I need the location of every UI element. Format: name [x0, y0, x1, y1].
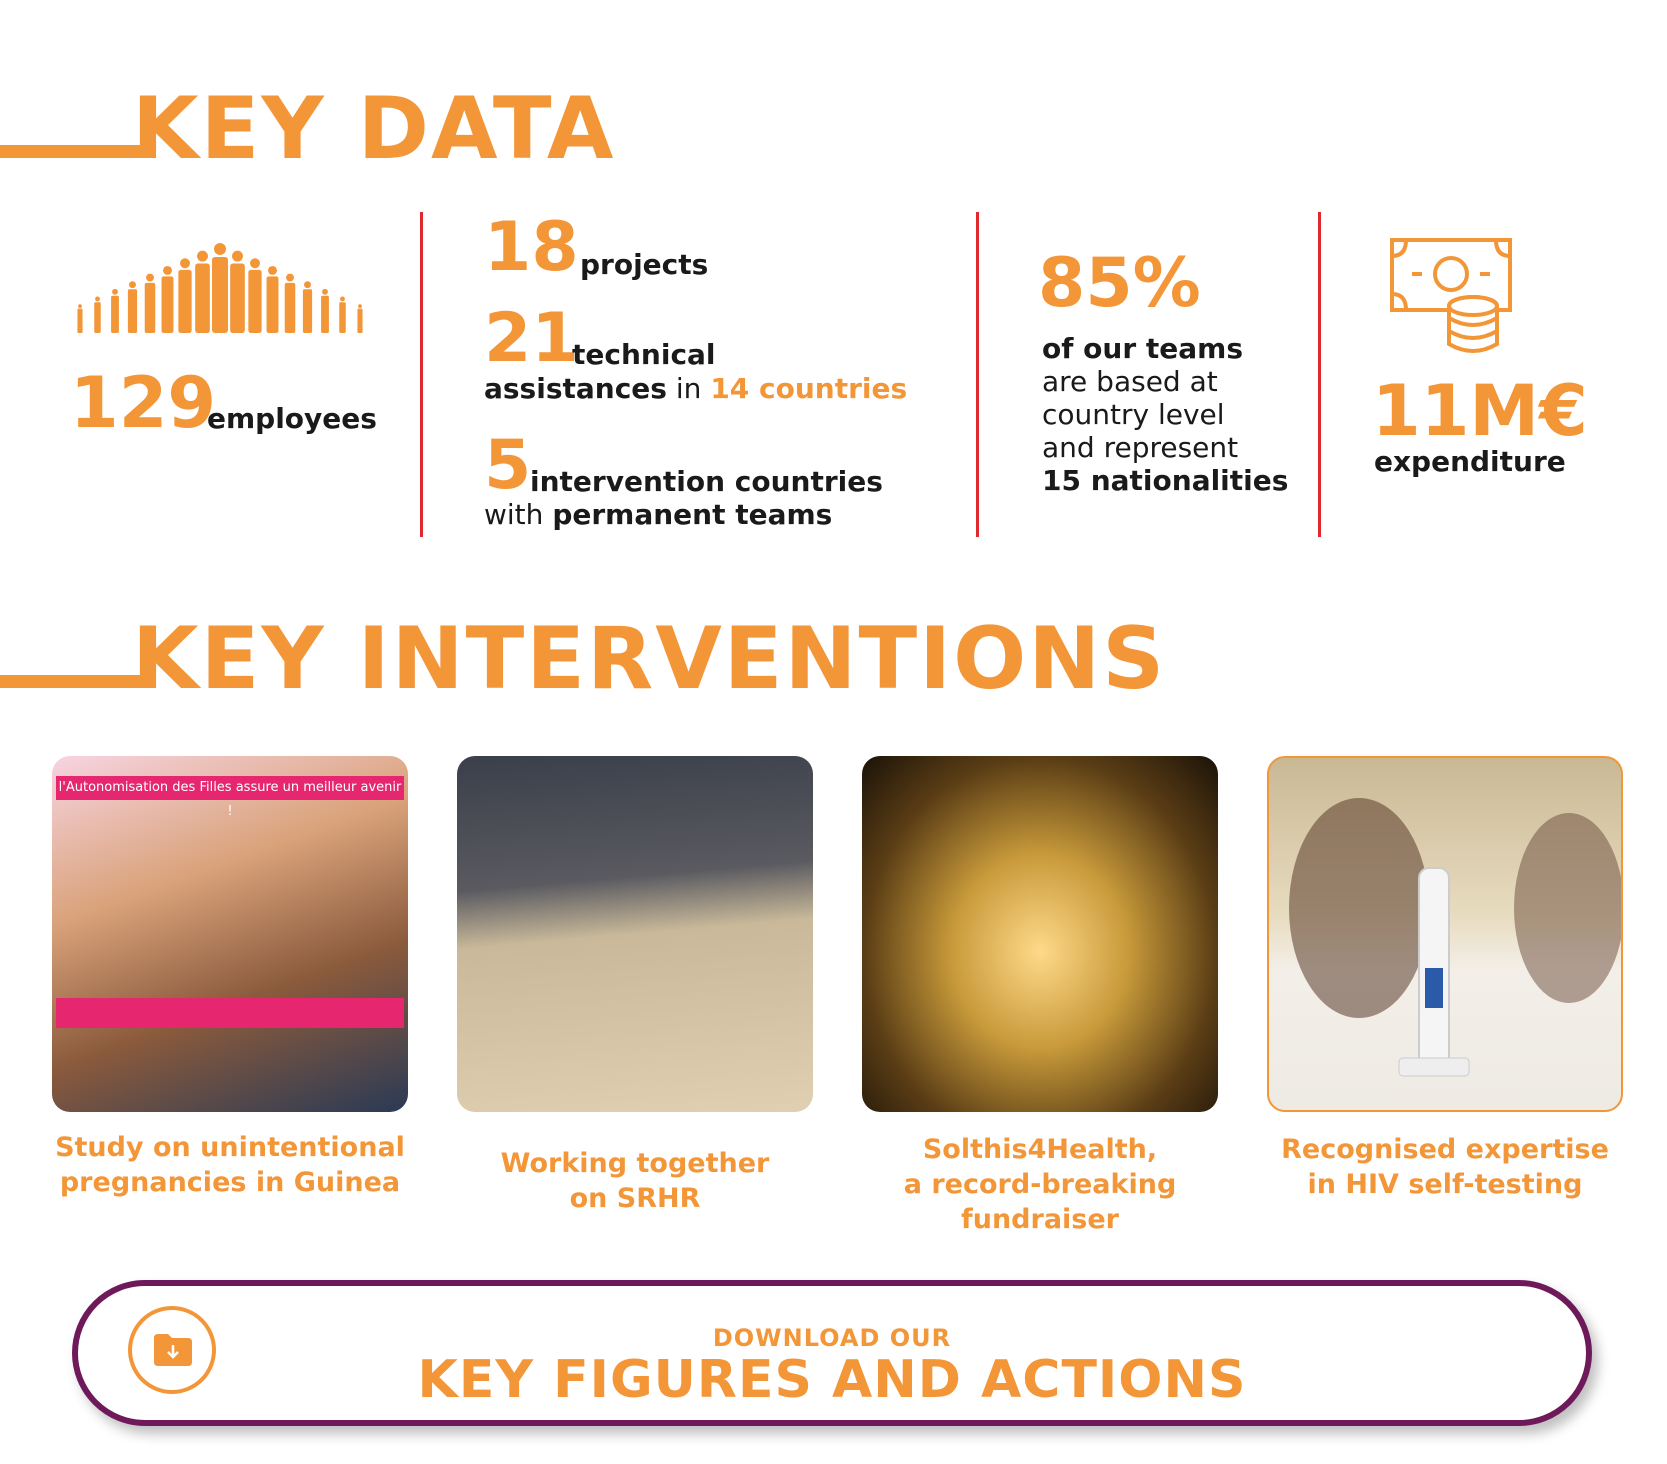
person-head: [197, 251, 208, 262]
person-body: [111, 296, 119, 333]
person-head: [286, 274, 294, 282]
person-head: [163, 266, 172, 275]
card-caption: [457, 1146, 813, 1216]
key-interventions-title: KEY INTERVENTIONS: [132, 609, 1167, 709]
guinea-study-photo: [52, 756, 408, 1112]
people-crowd-icon: [70, 238, 386, 338]
money-coins-icon: [1388, 236, 1514, 358]
person-body: [94, 302, 100, 333]
employees-number: 129: [70, 362, 217, 444]
teams-line: are based at: [1042, 365, 1218, 398]
person-body: [357, 309, 362, 333]
intervention-card-fundraiser[interactable]: [862, 756, 1218, 1237]
person-body: [267, 276, 279, 333]
expenditure-label: expenditure: [1374, 445, 1566, 478]
person-head: [146, 274, 154, 282]
permanent-teams-label: permanent teams: [552, 498, 833, 531]
permanent-teams-line: [484, 498, 832, 531]
person-body: [128, 289, 137, 333]
person-head: [214, 243, 226, 255]
person-head: [340, 297, 345, 302]
heading-rule: [0, 675, 140, 688]
card-caption: [1267, 1132, 1623, 1202]
person-body: [230, 263, 245, 333]
person-head: [95, 297, 100, 302]
column-divider: [1318, 212, 1321, 537]
intervention-card-guinea-study[interactable]: [52, 756, 408, 1200]
download-key-figures-button[interactable]: [72, 1280, 1592, 1426]
person-body: [285, 283, 296, 333]
card-caption: [52, 1130, 408, 1200]
person-body: [77, 309, 82, 333]
person-body: [162, 276, 174, 333]
technical-label: technical: [572, 338, 716, 371]
intervention-countries-label: intervention countries: [530, 465, 883, 498]
person-body: [212, 257, 228, 333]
with-word: with: [484, 498, 544, 531]
caption-line: fundraiser: [960, 1204, 1119, 1235]
caption-line: Study on unintentional: [55, 1132, 405, 1163]
teams-description: [1042, 332, 1288, 497]
fundraiser-hall-photo: [862, 756, 1218, 1112]
person-head: [180, 258, 190, 268]
caption-line: on SRHR: [569, 1183, 701, 1214]
person-head: [304, 281, 311, 288]
hiv-self-test-photo: [1267, 756, 1623, 1112]
caption-line: Recognised expertise: [1281, 1134, 1609, 1165]
download-small-label: DOWNLOAD OUR: [712, 1324, 952, 1352]
person-body: [195, 263, 210, 333]
countries-count: 14 countries: [710, 372, 908, 405]
caption-line: pregnancies in Guinea: [59, 1167, 401, 1198]
person-head: [232, 251, 243, 262]
in-word: in: [675, 372, 702, 405]
key-data-heading: [0, 79, 616, 179]
person-head: [129, 281, 136, 288]
caption-line: a record-breaking: [903, 1169, 1177, 1200]
photo-frame-bottom: [56, 998, 404, 1028]
column-divider: [976, 212, 979, 537]
person-head: [78, 304, 82, 308]
photo-banner-text: l'Autonomisation des Filles assure un meilleur avenir !: [56, 776, 404, 800]
technical-assistance-number: 21: [484, 299, 579, 378]
caption-line: in HIV self-testing: [1307, 1169, 1583, 1200]
person-body: [321, 296, 329, 333]
assistances-line: [484, 372, 907, 405]
person-body: [145, 283, 156, 333]
person-head: [112, 289, 118, 295]
teams-percent: 85%: [1038, 244, 1201, 323]
person-head: [250, 258, 260, 268]
card-caption: [862, 1132, 1218, 1237]
assistances-label: assistances: [484, 372, 667, 405]
key-interventions-heading: [0, 609, 1167, 709]
person-body: [339, 302, 345, 333]
teams-line: of our teams: [1042, 332, 1244, 365]
person-head: [322, 289, 328, 295]
person-body: [303, 289, 312, 333]
person-head: [268, 266, 277, 275]
person-body: [178, 270, 191, 333]
caption-line: Solthis4Health,: [922, 1134, 1158, 1165]
projects-number: 18: [484, 208, 579, 287]
intervention-card-srhr[interactable]: [457, 756, 813, 1216]
download-large-label: KEY FIGURES AND ACTIONS: [417, 1350, 1247, 1410]
column-divider: [420, 212, 423, 537]
employees-label: employees: [207, 402, 377, 435]
nationalities-line: 15 nationalities: [1042, 464, 1289, 497]
person-body: [248, 270, 261, 333]
caption-line: Working together: [500, 1148, 770, 1179]
heading-rule: [0, 145, 140, 158]
projects-label: projects: [580, 248, 709, 281]
intervention-card-hiv-self-testing[interactable]: [1267, 756, 1623, 1202]
intervention-countries-number: 5: [484, 426, 532, 505]
self-test-kit-icon: [1269, 758, 1621, 1110]
srhr-meeting-photo: [457, 756, 813, 1112]
person-head: [358, 304, 362, 308]
teams-line: country level: [1042, 398, 1225, 431]
key-data-title: KEY DATA: [132, 79, 616, 179]
expenditure-amount: 11M€: [1372, 370, 1588, 452]
teams-line: and represent: [1042, 431, 1239, 464]
